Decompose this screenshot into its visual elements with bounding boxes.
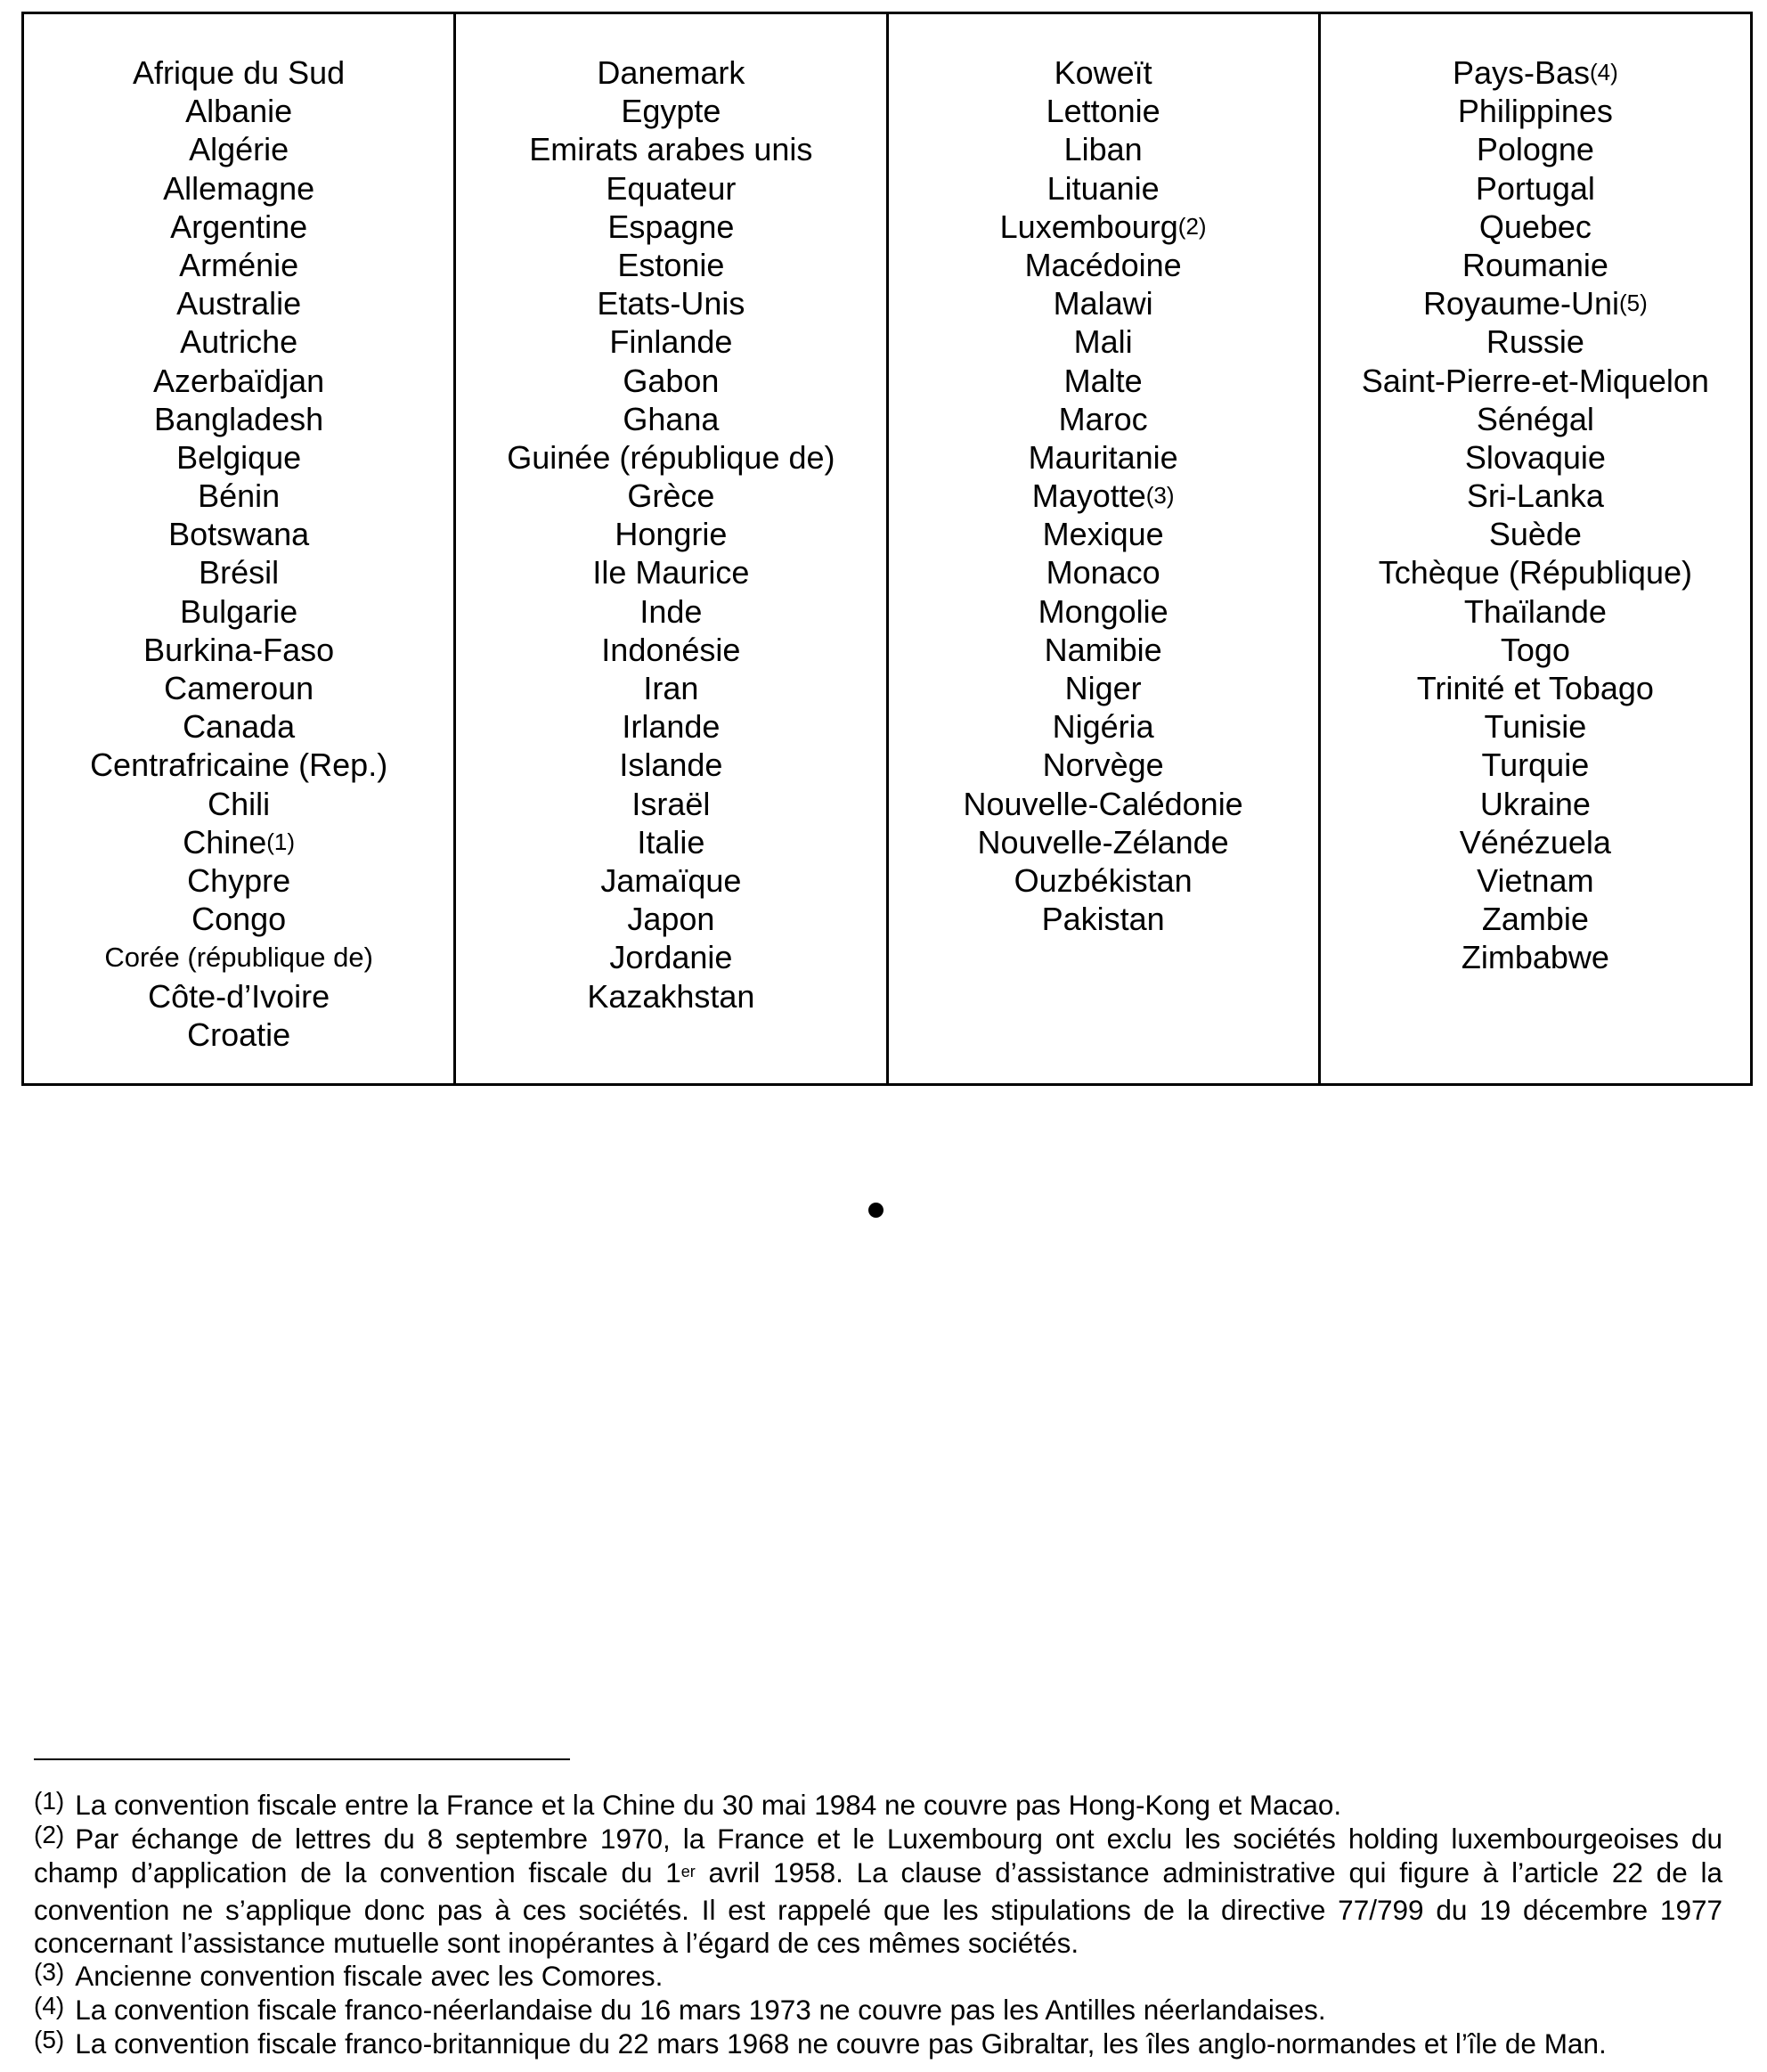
- footnote-text: Ancienne convention fiscale avec les Comores.: [75, 1960, 664, 1992]
- country-entry: [889, 208, 1318, 246]
- footnote-text: La convention fiscale entre la France et la Chine du 30 mai 1984 ne couvre pas Hong-Kong et Macao.: [75, 1789, 1342, 1821]
- footnote-marker: (1): [34, 1787, 65, 1815]
- footnote-reference: (1): [266, 828, 296, 855]
- country-name: Russie: [1486, 323, 1584, 361]
- country-entry: [456, 208, 885, 246]
- country-entry: [889, 785, 1318, 823]
- country-entry: [24, 707, 453, 746]
- country-entry: [889, 823, 1318, 861]
- country-name: Gabon: [623, 362, 720, 399]
- footnote-text: Par échange de lettres du 8 septembre 1970, la France et le Luxembourg ont exclu les sociétés holding luxembourgeoises du champ d’application de la convention fiscale du 1: [34, 1823, 1722, 1888]
- country-entry: [889, 400, 1318, 438]
- country-name: Suède: [1488, 516, 1582, 553]
- country-entry: [889, 477, 1318, 515]
- country-entry: [1321, 53, 1750, 92]
- country-name: Afrique du Sud: [133, 54, 346, 91]
- country-name: Chine: [183, 823, 267, 861]
- country-name: Koweït: [1054, 54, 1152, 91]
- country-entry: [889, 861, 1318, 900]
- country-name: Lettonie: [1046, 93, 1160, 130]
- country-entry: [456, 785, 885, 823]
- country-entry: [24, 977, 453, 1016]
- country-entry: [889, 746, 1318, 784]
- country-name: Quebec: [1478, 208, 1592, 245]
- country-name: Autriche: [180, 323, 298, 361]
- country-entry: [456, 592, 885, 631]
- country-entry: [24, 1016, 453, 1054]
- country-name: Argentine: [170, 208, 308, 245]
- country-entry: [24, 592, 453, 631]
- country-entry: [456, 92, 885, 130]
- country-entry: [1321, 130, 1750, 168]
- country-table: [21, 12, 1753, 1086]
- country-entry: [24, 246, 453, 284]
- country-entry: [1321, 284, 1750, 322]
- country-name: Irlande: [622, 708, 721, 746]
- country-entry: [889, 246, 1318, 284]
- country-entry: [1321, 592, 1750, 631]
- country-entry: [1321, 362, 1750, 400]
- country-entry: [24, 322, 453, 361]
- country-entry: [456, 438, 885, 477]
- country-name: Zimbabwe: [1461, 939, 1609, 976]
- country-name: Botswana: [168, 516, 310, 553]
- country-entry: [456, 553, 885, 591]
- country-entry: [456, 246, 885, 284]
- footnotes: [34, 1789, 1722, 2061]
- country-entry: [456, 861, 885, 900]
- country-entry: [24, 900, 453, 938]
- country-name: Belgique: [176, 438, 302, 476]
- country-name: Mali: [1073, 323, 1133, 361]
- country-name: Turquie: [1481, 746, 1590, 784]
- country-entry: [1321, 553, 1750, 591]
- country-entry: [24, 631, 453, 669]
- country-name: Finlande: [609, 323, 733, 361]
- footnote-marker: (3): [34, 1958, 65, 1986]
- country-name: Bénin: [198, 477, 281, 515]
- country-entry: [1321, 515, 1750, 553]
- country-entry: [24, 92, 453, 130]
- country-name: Slovaquie: [1464, 438, 1606, 476]
- country-entry: [1321, 208, 1750, 246]
- country-name: Namibie: [1044, 631, 1162, 668]
- footnote-marker: (2): [34, 1821, 65, 1848]
- country-entry: [456, 823, 885, 861]
- country-entry: [24, 823, 453, 861]
- country-name: Brésil: [199, 554, 280, 591]
- country-entry: [889, 362, 1318, 400]
- country-column-2: [456, 14, 888, 1083]
- country-entry: [456, 515, 885, 553]
- country-entry: [1321, 669, 1750, 707]
- country-name: Macédoine: [1024, 246, 1182, 283]
- country-name: Ghana: [623, 400, 720, 437]
- country-name: Chypre: [187, 861, 291, 899]
- country-name: Philippines: [1457, 93, 1613, 130]
- country-name: Vénézuela: [1459, 823, 1611, 861]
- country-name: Nouvelle-Calédonie: [963, 785, 1243, 822]
- country-entry: [889, 631, 1318, 669]
- country-name: Equateur: [606, 169, 737, 207]
- country-entry: [1321, 861, 1750, 900]
- country-name: Congo: [191, 901, 287, 938]
- country-entry: [1321, 246, 1750, 284]
- country-name: Portugal: [1475, 169, 1595, 207]
- footnote-2: [34, 1823, 1722, 1960]
- country-name: Ouzbékistan: [1014, 861, 1193, 899]
- country-name: Jordanie: [609, 939, 733, 976]
- country-name: Cameroun: [164, 670, 314, 706]
- footnote-4: [34, 1994, 1722, 2027]
- country-entry: [24, 785, 453, 823]
- country-name: Norvège: [1042, 746, 1164, 784]
- country-entry: [889, 92, 1318, 130]
- country-name: Trinité et Tobago: [1416, 670, 1654, 706]
- country-name: Vietnam: [1477, 861, 1594, 899]
- country-name: Thaïlande: [1463, 592, 1607, 630]
- country-name: Royaume-Uni: [1422, 285, 1620, 322]
- country-name: Estonie: [617, 246, 725, 283]
- country-entry: [456, 284, 885, 322]
- country-column-4: [1321, 14, 1750, 1083]
- country-name: Corée (république de): [104, 942, 373, 974]
- footnote-reference: (2): [1177, 212, 1207, 240]
- country-entry: [24, 438, 453, 477]
- country-name: Chili: [208, 785, 271, 822]
- country-name: Tchèque (République): [1378, 554, 1692, 591]
- country-name: Allemagne: [163, 169, 315, 207]
- country-name: Croatie: [187, 1016, 291, 1053]
- country-name: Danemark: [597, 54, 745, 91]
- footnote-reference: (3): [1145, 482, 1175, 510]
- country-entry: [1321, 938, 1750, 976]
- country-name: Australie: [176, 285, 302, 322]
- country-entry: [456, 746, 885, 784]
- country-entry: [1321, 707, 1750, 746]
- country-name: Guinée (république de): [507, 438, 835, 476]
- footnote-reference: (4): [1590, 59, 1618, 86]
- country-entry: [889, 438, 1318, 477]
- country-name: Nigéria: [1052, 708, 1154, 746]
- footnote-reference: (5): [1619, 290, 1648, 317]
- country-column-3: [889, 14, 1321, 1083]
- footnote-marker: (4): [34, 1992, 65, 2019]
- country-name: Italie: [637, 823, 705, 861]
- country-entry: [889, 669, 1318, 707]
- country-name: Bangladesh: [154, 400, 324, 437]
- country-name: Mayotte: [1031, 477, 1146, 515]
- country-name: Bulgarie: [180, 592, 298, 630]
- footnote-3: [34, 1960, 1722, 1994]
- country-name: Mexique: [1042, 516, 1164, 553]
- country-name: Espagne: [607, 208, 735, 245]
- country-name: Ukraine: [1479, 785, 1591, 822]
- country-entry: [889, 53, 1318, 92]
- country-entry: [1321, 900, 1750, 938]
- country-name: Azerbaïdjan: [153, 362, 325, 399]
- country-name: Liban: [1063, 131, 1143, 168]
- country-name: Mongolie: [1038, 592, 1168, 630]
- country-entry: [24, 938, 453, 976]
- footnote-text-continued: avril 1958. La clause d’assistance administrative qui figure à l’article 22 de la convention ne s’applique donc pas à ces sociétés. Il est rappelé que les stipulations de la directive 77/799 du 19 décembre 1977 concernant l’assistance mutuelle sont inopérantes à l’égard de ces mêmes sociétés.: [34, 1856, 1722, 1959]
- country-name: Ile Maurice: [592, 554, 750, 591]
- country-entry: [24, 53, 453, 92]
- footnote-5: [34, 2027, 1722, 2061]
- country-name: Algérie: [189, 131, 289, 168]
- country-entry: [24, 669, 453, 707]
- country-entry: [456, 938, 885, 976]
- country-entry: [1321, 631, 1750, 669]
- country-name: Malawi: [1053, 285, 1153, 322]
- country-entry: [889, 130, 1318, 168]
- footnote-text: La convention fiscale franco-britannique du 22 mars 1968 ne couvre pas Gibraltar, les îles anglo-normandes et l’île de Man.: [75, 2027, 1607, 2060]
- country-name: Pologne: [1476, 131, 1594, 168]
- country-name: Jamaïque: [600, 861, 742, 899]
- country-entry: [24, 284, 453, 322]
- country-name: Egypte: [621, 93, 721, 130]
- bullet-separator: [868, 1203, 884, 1218]
- country-entry: [456, 400, 885, 438]
- country-name: Togo: [1500, 631, 1570, 668]
- country-name: Sénégal: [1476, 400, 1594, 437]
- country-entry: [889, 553, 1318, 591]
- country-entry: [1321, 92, 1750, 130]
- country-entry: [1321, 169, 1750, 208]
- country-entry: [456, 707, 885, 746]
- country-entry: [456, 477, 885, 515]
- country-entry: [456, 362, 885, 400]
- footnote-rule: [34, 1758, 570, 1760]
- country-entry: [24, 130, 453, 168]
- country-name: Saint-Pierre-et-Miquelon: [1361, 362, 1709, 399]
- country-name: Islande: [619, 746, 723, 784]
- country-name: Monaco: [1046, 554, 1160, 591]
- country-entry: [889, 169, 1318, 208]
- country-entry: [456, 322, 885, 361]
- country-name: Israël: [631, 785, 711, 822]
- country-entry: [24, 400, 453, 438]
- country-name: Arménie: [179, 246, 299, 283]
- country-entry: [1321, 477, 1750, 515]
- footnote-marker: (5): [34, 2026, 65, 2053]
- country-entry: [889, 900, 1318, 938]
- country-entry: [456, 130, 885, 168]
- country-entry: [456, 900, 885, 938]
- country-name: Centrafricaine (Rep.): [90, 746, 388, 784]
- country-entry: [1321, 785, 1750, 823]
- footnote-1: [34, 1789, 1722, 1823]
- country-name: Indonésie: [601, 631, 741, 668]
- country-name: Mauritanie: [1028, 438, 1178, 476]
- country-entry: [456, 669, 885, 707]
- country-entry: [24, 553, 453, 591]
- country-entry: [24, 208, 453, 246]
- country-entry: [1321, 400, 1750, 438]
- country-name: Luxembourg: [999, 208, 1178, 245]
- country-entry: [889, 592, 1318, 631]
- country-name: Japon: [627, 901, 715, 938]
- country-entry: [1321, 746, 1750, 784]
- country-entry: [456, 169, 885, 208]
- country-entry: [1321, 322, 1750, 361]
- country-entry: [1321, 823, 1750, 861]
- country-entry: [24, 515, 453, 553]
- country-entry: [24, 861, 453, 900]
- country-entry: [24, 169, 453, 208]
- country-name: Malte: [1063, 362, 1143, 399]
- country-name: Tunisie: [1484, 708, 1587, 746]
- ordinal-superscript: er: [680, 1863, 696, 1880]
- country-name: Grèce: [627, 477, 715, 515]
- country-name: Kazakhstan: [587, 977, 755, 1015]
- country-entry: [24, 477, 453, 515]
- country-entry: [889, 284, 1318, 322]
- country-entry: [456, 631, 885, 669]
- footnote-text: La convention fiscale franco-néerlandaise du 16 mars 1973 ne couvre pas les Antilles néerlandaises.: [75, 1994, 1326, 2026]
- country-name: Côte-d’Ivoire: [148, 977, 330, 1015]
- country-name: Zambie: [1481, 901, 1589, 938]
- country-name: Sri-Lanka: [1466, 477, 1604, 515]
- country-name: Hongrie: [615, 516, 728, 553]
- country-name: Inde: [639, 592, 703, 630]
- country-name: Burkina-Faso: [143, 631, 335, 668]
- country-name: Etats-Unis: [597, 285, 745, 322]
- country-name: Roumanie: [1462, 246, 1608, 283]
- country-name: Emirats arabes unis: [529, 131, 813, 168]
- country-name: Pays-Bas: [1452, 54, 1591, 91]
- country-entry: [889, 707, 1318, 746]
- country-entry: [889, 322, 1318, 361]
- country-entry: [24, 746, 453, 784]
- country-name: Albanie: [185, 93, 293, 130]
- country-name: Canada: [183, 708, 296, 746]
- country-entry: [456, 977, 885, 1016]
- country-name: Nouvelle-Zélande: [977, 823, 1229, 861]
- country-name: Pakistan: [1041, 901, 1165, 938]
- country-entry: [24, 362, 453, 400]
- country-entry: [1321, 438, 1750, 477]
- country-name: Niger: [1064, 670, 1142, 706]
- country-name: Iran: [643, 670, 699, 706]
- country-column-1: [24, 14, 456, 1083]
- country-entry: [456, 53, 885, 92]
- country-entry: [889, 515, 1318, 553]
- country-name: Maroc: [1058, 400, 1148, 437]
- country-name: Lituanie: [1046, 169, 1160, 207]
